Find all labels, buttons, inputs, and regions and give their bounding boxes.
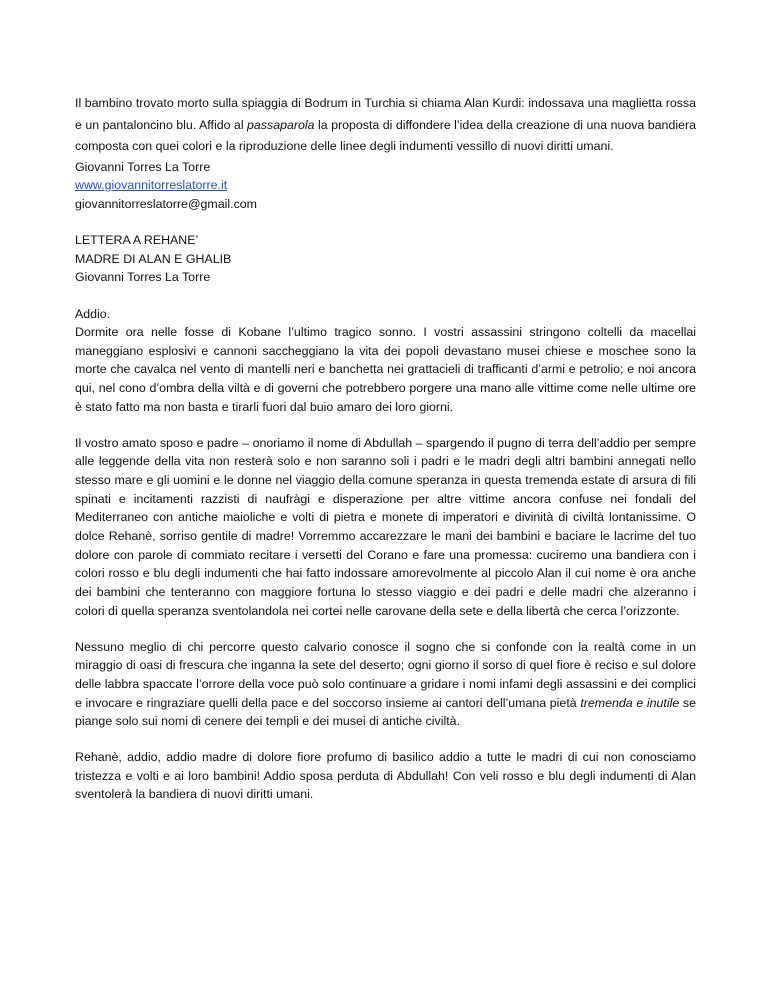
letter-title: LETTERA A REHANE’ [75,233,199,247]
spacer [75,621,696,638]
document-body [75,93,696,804]
letter-paragraph-4: Rehanè, addio, addio madre di dolore fiore profumo di basilico addio a tutte le madri di cui non conosciamo tristezza e volti e ai loro bambini! Addio sposa perduta di Abdullah! Con veli rosso e blu degli indumenti di Alan sventolerà la bandiera di nuovi diritti umani. [75,750,696,802]
website-link[interactable]: www.giovannitorreslatorre.it [75,178,228,192]
intro-author: Giovanni Torres La Torre [75,159,211,174]
intro-text-start: Il bambino trovato morto sulla spiaggia di Bodrum in Turchia si chiama Alan Kurdi: indossava una maglietta rossa e un pantaloncino blu. Affido al [75,96,696,132]
letter-greeting: Addio. [75,306,111,321]
letter-paragraph-2: Il vostro amato sposo e padre – onoriamo il nome di Abdullah – spargendo il pugno di terra dell’addio per sempre alle leggende della vita non resterà solo e non saranno soli i padri e le madri degli altri bambini annegati nello stesso mare e gli uomini e le donne nel viaggio della comune speranza in questa tremenda estate di arsura di fili spinati e incitamenti razzisti di naufràgi e disperazione per altre vittime ancora confuse nei fondali del Mediterraneo con antiche maioliche e volti di pietra e monete di imperatori e divinità di civiltà lontanissime. O dolce Rehanè, sorriso gentile di madre! Vorremmo accarezzare le mani dei bambini e baciare le lacrime del tuo dolore con parole di commiato recitare i versetti del Corano e fare una promessa: cuciremo una bandiera con i colori rosso e blu degli indumenti che hai fatto indossare amorevolmente al piccolo Alan il cui nome è ora anche dei bambini che tenteranno con maggiore fortuna lo stesso viaggio e dei padri e delle madri che alzeranno i colori di quella speranza sventolandola nei cortei nelle carovane della sete e della libertà che cerca l’orizzonte. [75,435,696,618]
paragraph-3-emphasis: tremenda e inutile [580,695,680,710]
email-address: giovannitorreslatorre@gmail.com [75,196,257,211]
intro-paragraph [75,93,696,158]
paragraph-3-text-end: se piange solo sui nomi di cenere dei templi e dei musei di antiche civiltà. [75,695,697,729]
spacer [75,731,696,748]
letter-subtitle: MADRE DI ALAN E GHALIB [75,251,232,266]
letter-paragraph-3 [75,638,696,732]
intro-emphasis: passaparola [247,117,315,132]
spacer [75,417,696,434]
intro-text-end: la proposta di diffondere l’idea della creazione di una nuova bandiera composta con quei colori e la riproduzione delle linee degli indumenti vessillo di nuovi diritti umani. [75,117,696,153]
letter-author: Giovanni Torres La Torre [75,270,211,284]
letter-paragraph-1: Dormite ora nelle fosse di Kobane l’ultimo tragico sonno. I vostri assassini stringono coltelli da macellai maneggiano esplosivi e cannoni saccheggiano la vita dei popoli devastano musei chiese e moschee sono la morte che cavalca nel vento di mantelli neri e banchetta nei grattacieli di trafficanti d’armi e petrolio; e noi ancora qui, nel cono d’ombra della viltà e di governi che potrebbero porgere una mano alle vittime come nelle ultime ore è stato fatto ma non basta e tirarli fuori dal buio amaro dei loro giorni. [75,325,696,414]
paragraph-3-text-start: Nessuno meglio di chi percorre questo calvario conosce il sogno che si confonde con la realtà come in un miraggio di oasi di frescura che inganna la sete del deserto; ogni giorno il sorso di quel fiore è reciso e sul dolore delle labbra spaccate l’orrore della voce può solo continuare a gridare i nomi infami degli assassini e dei complici e invocare e ringraziare quelli della pace e del soccorso insieme ai cantori dell’umana pietà [75,639,696,710]
spacer [75,213,696,231]
spacer [75,287,696,305]
